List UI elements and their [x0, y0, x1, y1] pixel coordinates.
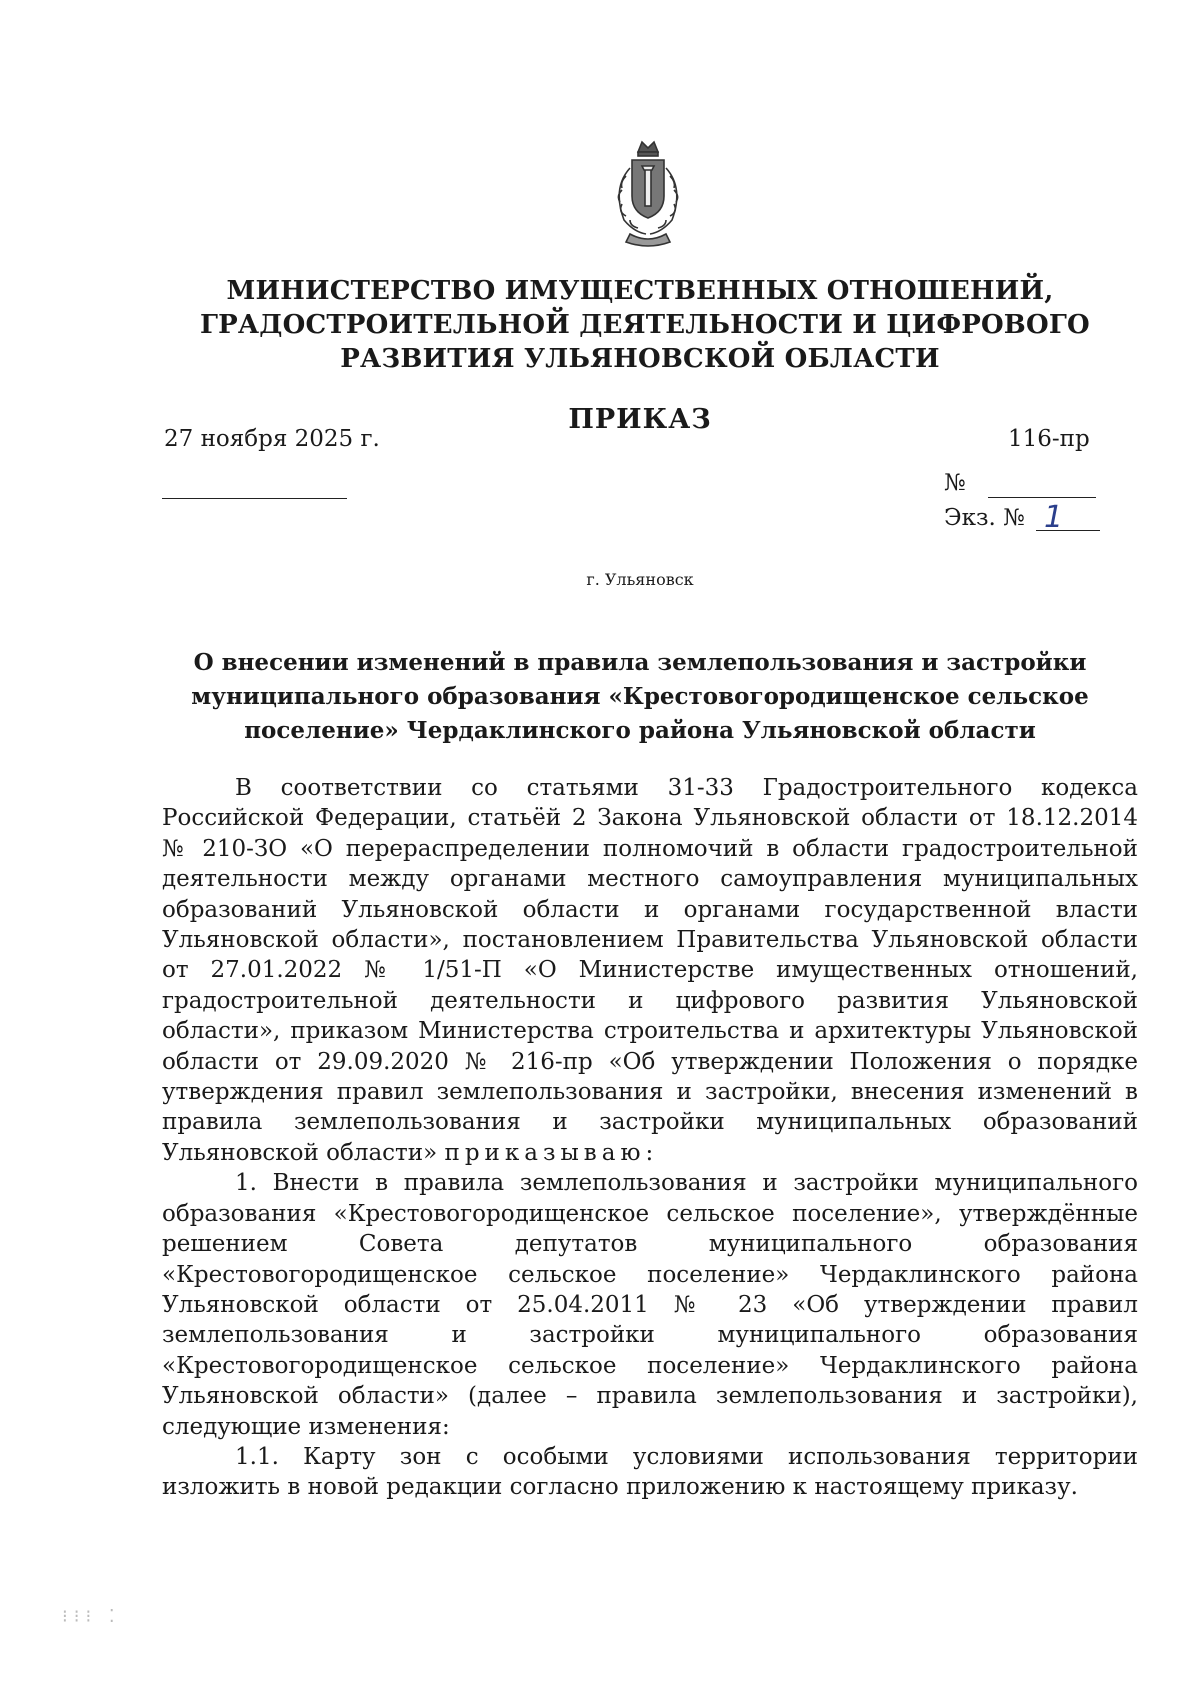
ministry-line-3: РАЗВИТИЯ УЛЬЯНОВСКОЙ ОБЛАСТИ: [340, 344, 940, 374]
document-title: [190, 646, 1090, 748]
document-body: [162, 773, 1138, 1503]
title-line-1: О внесении изменений в правила землепользования и застройки: [193, 649, 1087, 676]
copy-label: Экз. №: [944, 505, 1025, 531]
city: г. Ульяновск: [586, 570, 694, 589]
ministry-name: [200, 274, 1090, 376]
item-1-paragraph: 1. Внести в правила землепользования и застройки муниципального образования «Крестовогородищенское сельское поселение», утверждённые решением Совета депутатов муниципального образования «Крестовогородищенское сельское поселение» Чердаклинского района Ульяновской области от 25.04.2011 № 23 «Об утверждении правил землепользования и застройки муниципального образования «Крестовогородищенское сельское поселение» Чердаклинского района Ульяновской области» (далее – правила землепользования и застройки), следующие изменения:: [162, 1170, 1138, 1440]
item-1-1-paragraph: 1.1. Карту зон с особыми условиями использования территории изложить в новой редакции согласно приложению к настоящему приказу.: [162, 1443, 1138, 1501]
decree-word: приказываю:: [444, 1139, 659, 1166]
order-title: ПРИКАЗ: [568, 404, 712, 435]
ministry-line-1: МИНИСТЕРСТВО ИМУЩЕСТВЕННЫХ ОТНОШЕНИЙ,: [226, 276, 1054, 306]
date-underline: [162, 498, 347, 499]
preamble-paragraph: [162, 773, 1138, 1168]
coat-of-arms-icon: [600, 138, 696, 250]
copy-number-handwritten: 1: [1044, 500, 1064, 535]
preamble-text: В соответствии со статьями 31-33 Градостроительного кодекса Российской Федерации, статьёй 2 Закона Ульяновской области от 18.12.2014 № 210-ЗО «О перераспределении полномочий в области градостроительной деятельности между органами местного самоуправления муниципальных образований Ульяновской области и органами государственной власти Ульяновской области», постановлением Правительства Ульяновской области от 27.01.2022 № 1/51-П «О Министерстве имущественных отношений, градостроительной деятельности и цифрового развития Ульяновской области», приказом Министерства строительства и архитектуры Ульяновской области от 29.09.2020 № 216-пр «Об утверждении Положения о порядке утверждения правил землепользования и застройки, внесения изменений в правила землепользования и застройки муниципальных образований Ульяновской области»: [162, 775, 1138, 1166]
number-label: №: [944, 470, 966, 496]
title-line-3: поселение» Чердаклинского района Ульяновской области: [244, 717, 1036, 744]
faint-page-mark: ⁝⁝⁝ ⁚: [62, 1606, 121, 1627]
title-line-2: муниципального образования «Крестовогородищенское сельское: [191, 683, 1089, 710]
ministry-line-2: ГРАДОСТРОИТЕЛЬНОЙ ДЕЯТЕЛЬНОСТИ И ЦИФРОВОГО: [200, 310, 1090, 340]
order-date: 27 ноября 2025 г.: [164, 426, 380, 452]
number-underline: [988, 497, 1096, 498]
order-number: 116-пр: [1008, 426, 1090, 452]
